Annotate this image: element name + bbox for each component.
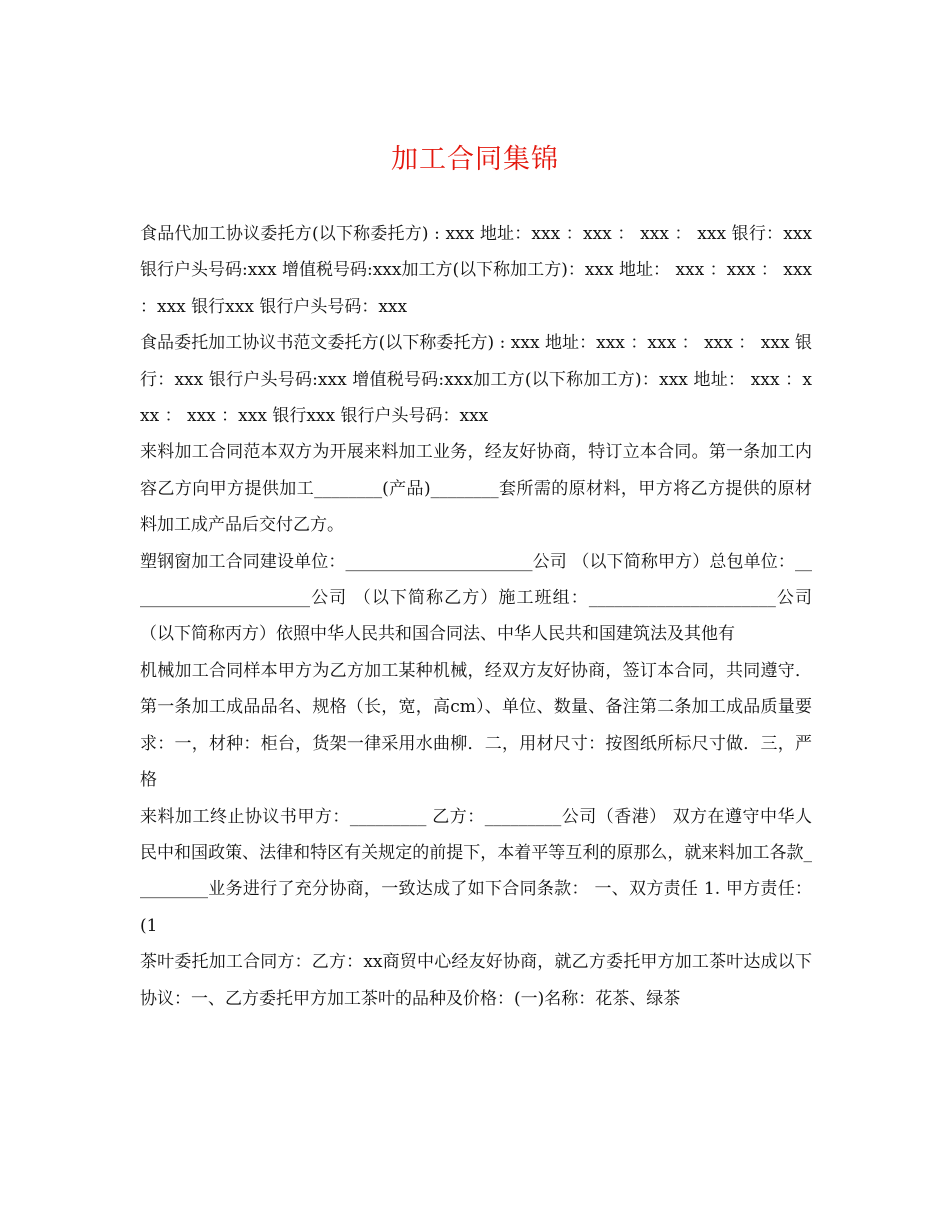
paragraph-food-commission-agreement: 食品委托加工协议书范文委托方(以下称委托方) : xxx 地址：xxx ：xxx ： xxx ： xxx 银行：xxx 银行户头号码:xxx 增值税号码:xxx加工方(以下称加工方)：xxx 地址： xxx ：xxx ： xxx ：xxx 银行xxx 银行户头号码：xxx [140,333,812,427]
paragraph-food-processing-agreement: 食品代加工协议委托方(以下称委托方) : xxx 地址：xxx ：xxx ： xxx ： xxx 银行：xxx 银行户头号码:xxx 增值税号码:xxx加工方(以下称加工方)：xxx 地址： xxx ：xxx ： xxx ：xxx 银行xxx 银行户头号码：xxx [140,224,812,317]
document-title: 加工合同集锦 [391,144,559,175]
paragraph-machinery-processing-contract: 机械加工合同样本甲方为乙方加工某种机械，经双方友好协商，签订本合同，共同遵守．第一条加工成品品名、规格（长，宽，高cm）、单位、数量、备注第二条加工成品质量要求：一，材种：柜台，货架一律采用水曲柳．二，用材尺寸：按图纸所标尺寸做．三，严格 [140,660,812,791]
paragraph-processing-termination-agreement: 来料加工终止协议书甲方：_________ 乙方：_________公司（香港） 双方在遵守中华人民中和国政策、法律和特区有关规定的前提下，本着平等互利的原那么，就来料加工各款_________业务进行了充分协商，一致达成了如下合同条款： 一、双方责任 1. 甲方责任： (1 [140,806,812,936]
document-body [140,216,812,1017]
paragraph-tea-processing-contract: 茶叶委托加工合同方：乙方：xx商贸中心经友好协商，就乙方委托甲方加工茶叶达成以下协议：一、乙方委托甲方加工茶叶的品种及价格：(一)名称：花茶、绿茶 [140,952,812,1009]
paragraph-material-processing-template: 来料加工合同范本双方为开展来料加工业务，经友好协商，特订立本合同。第一条加工内容乙方向甲方提供加工________(产品)________套所需的原材料，甲方将乙方提供的原材料加工成产品后交付乙方。 [140,442,812,536]
paragraph-plastic-steel-window-contract: 塑钢窗加工合同建设单位：______________________公司 （以下简称甲方）总包单位：______________________公司 （以下简称乙方）施工班组：______________________公司 （以下简称丙方）依照中华人民共和国合同法、中华人民共和国建筑法及其他有 [140,551,812,645]
